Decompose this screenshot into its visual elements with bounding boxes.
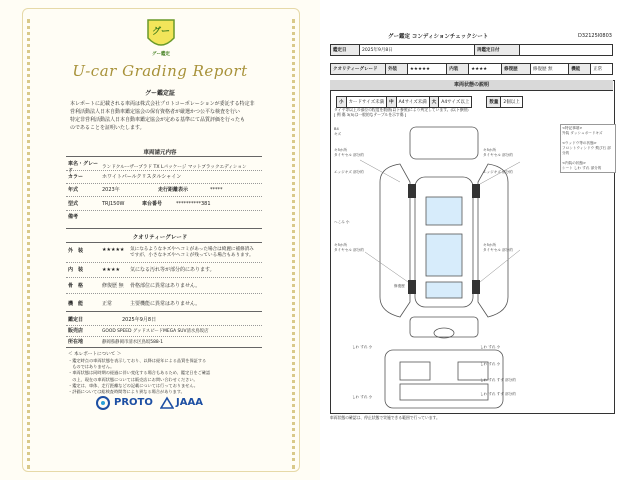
notes-title: ＜ 本レポートについて ＞	[68, 352, 122, 357]
vine-decoration-left	[27, 19, 42, 469]
annotation-13: しわ すれ 小	[352, 345, 373, 349]
annotation-11: しわ すれ すず 部分的	[480, 378, 516, 382]
sheet-code: D32125I0803	[578, 33, 612, 39]
annotation-14: しわ すれ 小	[352, 395, 373, 399]
goo-appraisal-badge-icon	[146, 18, 176, 52]
annotation-3: へこみ 小	[334, 220, 350, 224]
svg-text:グー: グー	[151, 27, 171, 37]
quality-row-interior: 内 装 ★★★★ 気になる汚れ等が部分的にあります。	[68, 266, 215, 273]
annotation-9: しわ すれ 小	[480, 345, 501, 349]
annotation-10: しわ すれ 小	[480, 362, 501, 366]
badge-label: グー鑑定	[152, 52, 170, 57]
vehicle-section-title: 車両請元内容	[143, 150, 177, 156]
special-notes-box: <特記事項> 外装 ダッシュボードキズ <ウッドウ等の状態> フロントウィンドウ 飛び石 部分的 <内装の状態> シート しわ すれ 部分的	[560, 124, 616, 173]
annotation-12: しわ すれ すず 部分的	[480, 392, 516, 396]
annotation-5: キ5か所 タイヤセル 部分的	[483, 148, 513, 157]
grade-table: クオリティーグレード 外装 ★★★★★ 内装 ★★★★ 修復歴 修復歴 無 機能 正常	[330, 63, 613, 75]
annotation-6: エッジキズ 部分的	[483, 170, 513, 174]
annotation-4: キ5か所 タイヤセル 部分的	[334, 243, 364, 252]
vehicle-row-model: 型式 TRJ150W 車台番号 **********381	[68, 200, 211, 207]
proto-logo: PROTO	[114, 397, 153, 408]
annotation-1: キ5か所 タイヤセル 部分的	[334, 148, 364, 157]
wheel-front-right	[472, 184, 480, 198]
quality-row-exterior: 外 装 ★★★★★ 気になるようなキズやヘコミがあった場合は綺麗に補修済み ですが、小さなキズやヘコミが残っている場合もあります。	[68, 247, 254, 258]
address-row: 所在地 静岡県静岡市清水区鳥坂588-1	[68, 339, 164, 345]
vehicle-row-name: 車名・グレード ランドクルーザープラド TX Lパッケージ マットブラックエディション	[68, 161, 247, 174]
report-subtitle: グー鑑定証	[144, 90, 175, 97]
quality-section-title: クオリティーグレード	[132, 235, 188, 241]
date-table: 鑑定日 2025年9月8日 再鑑定日付	[330, 44, 613, 56]
quality-row-function: 機 能 正常 主要機能に異常はありません。	[68, 301, 201, 307]
annotation-2: エッジキズ 部分的	[334, 170, 364, 174]
legend-note: タイヤ等以上の部位の程度を数値(以下参照)により判定しています。(以下参照) [ 例 傷 3(5)は一般的なテーブルを示す傷 ]	[334, 107, 469, 117]
vehicle-row-year: 年式 2023年 走行距離表示 *****	[68, 186, 223, 193]
size-legend-table: 小 カードサイズ未満 中 A4サイズ未満 大 A4サイズ以上 数量 2個以上	[336, 96, 523, 108]
wheel-front-left	[408, 184, 416, 198]
annotation-7: キ5か所 タイヤセル 部分的	[483, 243, 513, 252]
notes-text: ・鑑定時点の車両状態を表示しており、以降は経年による品質を保証する ものではありません。 ・車両状態は同時期の経過に伴い変化する場合もあるため、鑑定日をご確認 の上、現在の車両状態については販売店にお問い合わせください。 ・鑑定は、車体、走行距離などの記載については行っておりません。 ・評価については総検査時間等により異なる場合があります。	[68, 358, 211, 395]
report-title: U-car Grading Report	[72, 62, 248, 80]
sheet-title: グー鑑定 コンディションチェックシート	[388, 34, 489, 40]
vehicle-row-color: カラー ホワイトパールクリスタルシャイン	[68, 174, 182, 180]
quality-row-frame: 骨 格 修復歴 無 骨格部位に異常はありません。	[68, 283, 201, 289]
sheet-footer: 車両状態の確認は、停止状態で実施できる範囲で行っています。	[330, 415, 440, 420]
wheel-rear-right	[472, 280, 480, 294]
vehicle-row-remarks: 備考	[68, 214, 79, 220]
vine-decoration-right	[280, 19, 295, 469]
jaaa-logo: JAAA	[176, 397, 203, 408]
wheel-rear-left	[408, 280, 416, 294]
jaaa-logo-icon	[160, 396, 174, 410]
dealer-row: 販売店 GOOD SPEED グッドスピードMEGA SUV清水鳥坂店	[68, 328, 209, 334]
issue-date-row: 鑑定日 2025年9月8日	[68, 317, 157, 323]
proto-logo-icon	[96, 396, 112, 410]
certificate-intro: 本レポートに記載される車両は株式会社プロトコーポレーションが委託する特定非 営利活動法人日本自動車鑑定協会の保有資格者が厳選かつ公平な検査を行い 特定非営利活動法人日本自動車鑑定協会が定める基準にて品質評価を行ったも のであることを証明いたします。	[70, 101, 255, 131]
annotation-0: B4 キズ	[334, 127, 342, 136]
condition-box-title: 車両状態の説明	[330, 80, 613, 91]
vehicle-diagram	[340, 122, 550, 410]
annotation-15: 修復歴	[394, 284, 405, 288]
